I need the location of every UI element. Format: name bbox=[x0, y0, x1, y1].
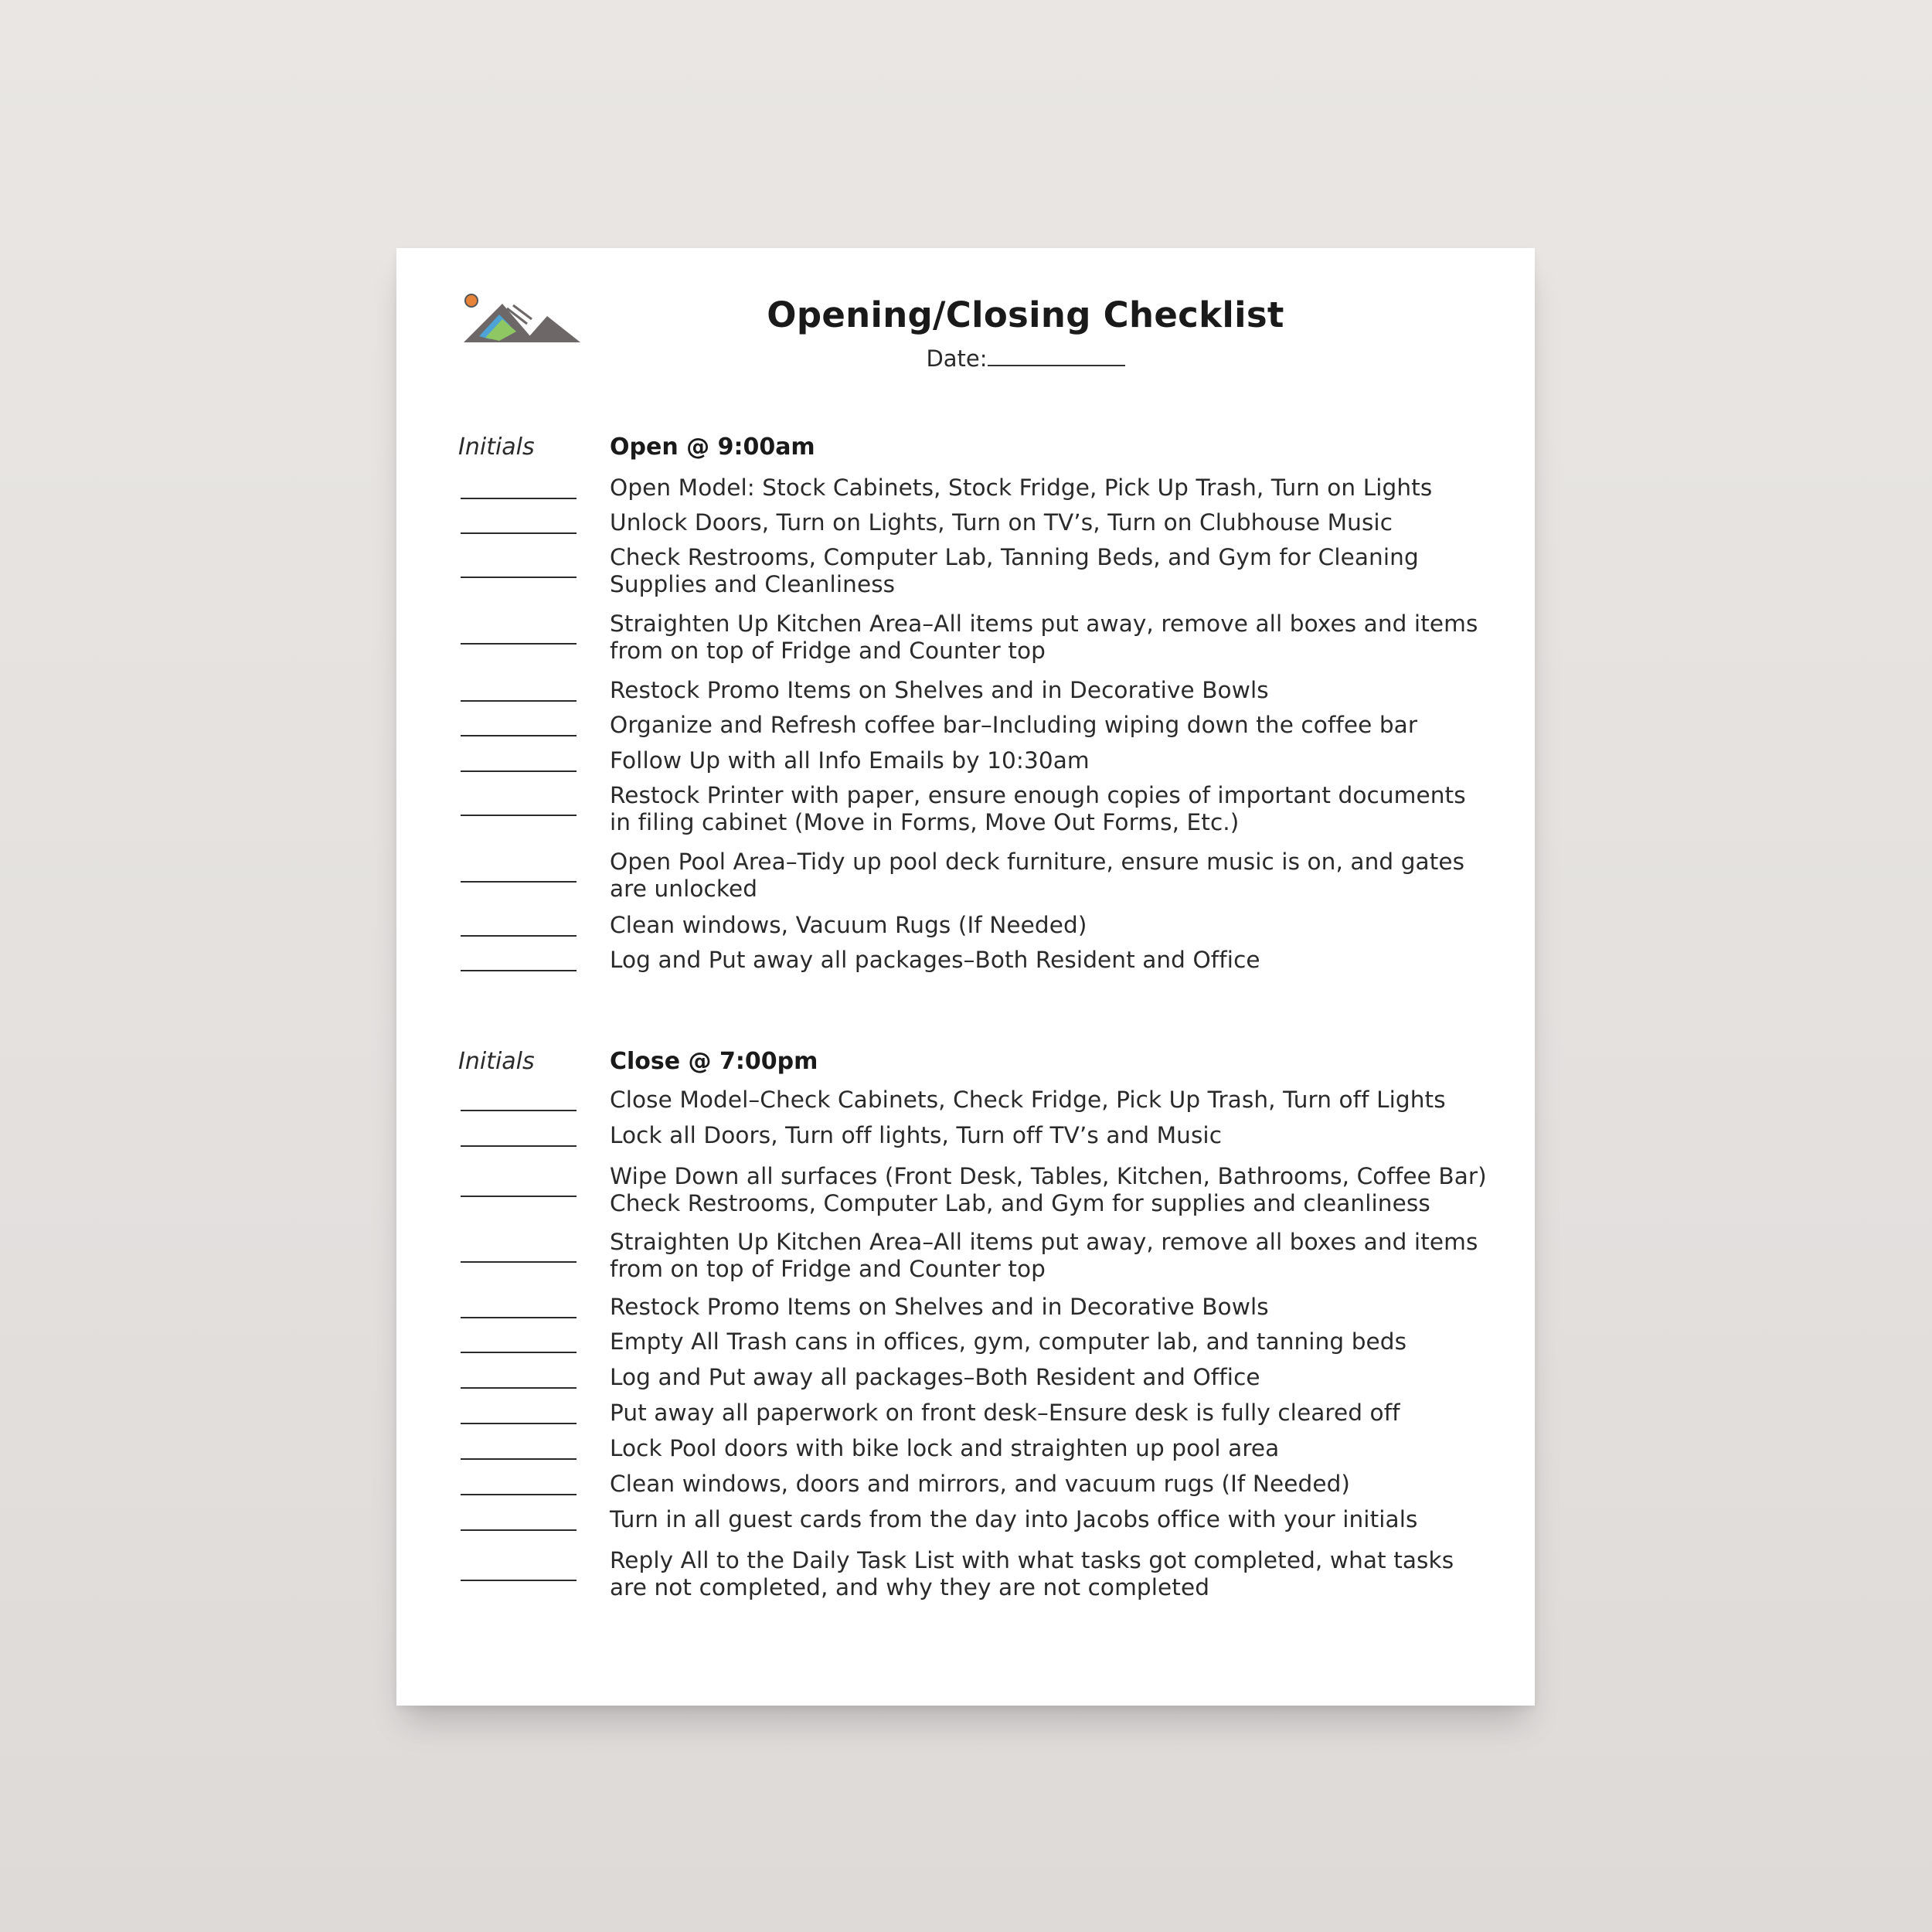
task-text bbox=[610, 1506, 1491, 1533]
initials-blank-line[interactable] bbox=[461, 1196, 577, 1197]
initials-blank-line[interactable] bbox=[461, 1529, 577, 1531]
task-text bbox=[610, 1229, 1491, 1283]
task-text bbox=[610, 849, 1491, 903]
task-text bbox=[610, 1122, 1491, 1149]
initials-blank-line[interactable] bbox=[461, 881, 577, 883]
task-text bbox=[610, 912, 1491, 939]
initials-blank-line[interactable] bbox=[461, 935, 577, 937]
task-text-line: Supplies and Cleanliness bbox=[610, 571, 896, 597]
task-text-line: in filing cabinet (Move in Forms, Move Out Forms, Etc.) bbox=[610, 809, 1240, 835]
task-text bbox=[610, 474, 1491, 502]
task-text-line: Restock Printer with paper, ensure enough copies of important documents bbox=[610, 782, 1466, 808]
task-text-line: Straighten Up Kitchen Area–All items put away, remove all boxes and items bbox=[610, 611, 1478, 637]
task-text bbox=[610, 947, 1491, 974]
date-field[interactable] bbox=[396, 345, 1535, 372]
task-text-line: Reply All to the Daily Task List with what tasks got completed, what tasks bbox=[610, 1547, 1454, 1573]
task-text-line: Straighten Up Kitchen Area–All items put away, remove all boxes and items bbox=[610, 1229, 1478, 1255]
task-text-line: Put away all paperwork on front desk–Ensure desk is fully cleared off bbox=[610, 1400, 1400, 1426]
initials-blank-line[interactable] bbox=[461, 700, 577, 702]
open-initials-label: Initials bbox=[458, 434, 535, 461]
task-text bbox=[610, 611, 1491, 665]
task-text-line: from on top of Fridge and Counter top bbox=[610, 638, 1046, 664]
task-text-line: Empty All Trash cans in offices, gym, computer lab, and tanning beds bbox=[610, 1328, 1407, 1355]
initials-blank-line[interactable] bbox=[461, 1580, 577, 1581]
task-text-line: Unlock Doors, Turn on Lights, Turn on TV’s, Turn on Clubhouse Music bbox=[610, 509, 1393, 536]
task-text-line: Close Model–Check Cabinets, Check Fridge, Pick Up Trash, Turn off Lights bbox=[610, 1087, 1446, 1113]
task-text bbox=[610, 1471, 1491, 1498]
initials-blank-line[interactable] bbox=[461, 1145, 577, 1147]
initials-blank-line[interactable] bbox=[461, 1423, 577, 1424]
task-text bbox=[610, 1400, 1491, 1427]
task-text bbox=[610, 1435, 1491, 1462]
open-section-title: Open @ 9:00am bbox=[610, 434, 815, 461]
initials-blank-line[interactable] bbox=[461, 1261, 577, 1263]
open-section-header bbox=[458, 434, 1488, 464]
task-text-line: Follow Up with all Info Emails by 10:30am bbox=[610, 747, 1090, 774]
page-title: Opening/Closing Checklist bbox=[767, 294, 1284, 335]
date-blank-line[interactable] bbox=[988, 364, 1125, 366]
initials-blank-line[interactable] bbox=[461, 1458, 577, 1460]
task-text-line: Lock all Doors, Turn off lights, Turn off TV’s and Music bbox=[610, 1122, 1223, 1148]
task-text bbox=[610, 1294, 1491, 1321]
initials-blank-line[interactable] bbox=[461, 1494, 577, 1495]
task-text bbox=[610, 782, 1491, 836]
initials-blank-line[interactable] bbox=[461, 815, 577, 816]
task-text-line: Open Pool Area–Tidy up pool deck furniture, ensure music is on, and gates bbox=[610, 849, 1465, 875]
task-text bbox=[610, 509, 1491, 536]
task-text-line: Organize and Refresh coffee bar–Including wiping down the coffee bar bbox=[610, 712, 1418, 738]
initials-blank-line[interactable] bbox=[461, 735, 577, 736]
task-text bbox=[610, 1547, 1491, 1601]
task-text-line: Clean windows, doors and mirrors, and vacuum rugs (If Needed) bbox=[610, 1471, 1351, 1497]
task-text bbox=[610, 1364, 1491, 1391]
task-text bbox=[610, 747, 1491, 774]
task-text-line: Restock Promo Items on Shelves and in Decorative Bowls bbox=[610, 677, 1269, 703]
initials-blank-line[interactable] bbox=[461, 1387, 577, 1389]
close-section-header bbox=[458, 1048, 1488, 1079]
initials-blank-line[interactable] bbox=[461, 577, 577, 578]
task-text bbox=[610, 677, 1491, 704]
task-text-line: Check Restrooms, Computer Lab, Tanning Beds, and Gym for Cleaning bbox=[610, 544, 1419, 570]
task-text-line: Turn in all guest cards from the day into Jacobs office with your initials bbox=[610, 1506, 1418, 1532]
task-text-line: Open Model: Stock Cabinets, Stock Fridge, Pick Up Trash, Turn on Lights bbox=[610, 474, 1433, 501]
task-text-line: Clean windows, Vacuum Rugs (If Needed) bbox=[610, 912, 1087, 938]
task-text-line: Wipe Down all surfaces (Front Desk, Tables, Kitchen, Bathrooms, Coffee Bar) bbox=[610, 1163, 1487, 1189]
close-initials-label: Initials bbox=[458, 1048, 535, 1075]
initials-blank-line[interactable] bbox=[461, 498, 577, 499]
task-text-line: are not completed, and why they are not completed bbox=[610, 1574, 1210, 1600]
initials-blank-line[interactable] bbox=[461, 970, 577, 971]
initials-blank-line[interactable] bbox=[461, 1352, 577, 1353]
initials-blank-line[interactable] bbox=[461, 1110, 577, 1111]
task-text bbox=[610, 1328, 1491, 1355]
initials-blank-line[interactable] bbox=[461, 770, 577, 772]
task-text-line: are unlocked bbox=[610, 876, 758, 902]
date-label: Date: bbox=[926, 345, 988, 372]
initials-blank-line[interactable] bbox=[461, 1317, 577, 1318]
task-text-line: Check Restrooms, Computer Lab, and Gym for supplies and cleanliness bbox=[610, 1190, 1430, 1216]
initials-blank-line[interactable] bbox=[461, 643, 577, 645]
task-text bbox=[610, 712, 1491, 739]
checklist-page bbox=[396, 248, 1535, 1706]
task-text-line: from on top of Fridge and Counter top bbox=[610, 1256, 1046, 1282]
task-text bbox=[610, 1163, 1491, 1217]
initials-blank-line[interactable] bbox=[461, 532, 577, 534]
task-text bbox=[610, 544, 1491, 598]
task-text-line: Log and Put away all packages–Both Resident and Office bbox=[610, 1364, 1260, 1390]
task-text bbox=[610, 1087, 1491, 1114]
task-text-line: Log and Put away all packages–Both Resident and Office bbox=[610, 947, 1260, 973]
task-text-line: Restock Promo Items on Shelves and in Decorative Bowls bbox=[610, 1294, 1269, 1320]
close-section-title: Close @ 7:00pm bbox=[610, 1048, 818, 1075]
task-text-line: Lock Pool doors with bike lock and straighten up pool area bbox=[610, 1435, 1280, 1461]
